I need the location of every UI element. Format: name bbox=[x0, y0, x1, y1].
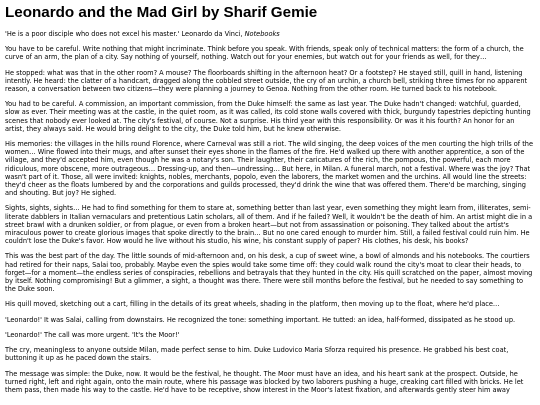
epigraph-quote: 'He is a poor disciple who does not excel his master.' Leonardo da Vinci, bbox=[5, 30, 245, 38]
document-title: Leonardo and the Mad Girl by Sharif Gemie bbox=[5, 4, 318, 21]
paragraph: He stopped: what was that in the other room? A mouse? The floorboards shifting in the afternoon heat? Or a footstep? He stayed still, quill in hand, listening intently. He heard: the clatter of a handcart, dragged along the cobbled street outside, the cry of an urchin, a church bell, striking three times for no apparent reason, a conversation between two citizens—they were planning a journey to Genoa. Nothing from the other room. He turned back to his notebook. bbox=[5, 68, 528, 94]
paragraph: His quill moved, sketching out a cart, filling in the details of its great wheels, shading in the platform, then moving up to the float, where he'd place… bbox=[5, 300, 500, 309]
paragraph: 'Leonardo!' The call was more urgent. 'It's the Moor!' bbox=[5, 330, 180, 339]
paragraph: You had to be careful. A commission, an important commission, from the Duke himself: the same as last year. The Duke hadn't changed: watchful, guarded, slow as ever. Their meeting was at the castle, in the quiet room, as it was called, its cold stone walls covered with thick, burgundy tapestries depicting hunting scenes that nobody ever looked at. The city's festival, of course. Not a surprise. His third year with this responsibility. Or was it his fourth? An honor for an artist, they always said. He would bring delight to the city, the Duke told him, but he knew otherwise. bbox=[5, 100, 531, 133]
epigraph-source: Notebooks bbox=[244, 30, 280, 38]
epigraph bbox=[5, 30, 535, 38]
paragraph: Sights, sights, sights… He had to find something for them to stare at, something better than last year, even something they might learn from, illiterates, semi-literate dabblers in Italian vernaculars and pretentious Latin scholars, all of them. And if he failed? Well, it wouldn't be the death of him. An artist might die in a street brawl with a drunken soldier, or from plague, or even from a broken heart—but not from assassination or poisoning. They talked about the artist's miraculous power to create glorious images that spoke directly to the brain… But no one cared enough to murder him. Still, a failed festival could ruin him. He couldn't lose the Duke's favor. How would he live without his studio, his wine, his constant supply of paper? His clothes, his desk, his books? bbox=[5, 204, 533, 246]
paragraph: The message was simple: the Duke, now. It would be the festival, he thought. The Moor must have an idea, and his heart sank at the prospect. Outside, he turned right, left and right again, onto the main route, where his passage was blocked by two laborers pushing a huge, creaking cart filled with bricks. He let them pass, then made his way to the castle. He'd have to be receptive, show interest in the Moor's latest fixation, and afterwards gently steer him away bbox=[5, 369, 524, 394]
paragraph: His memories: the villages in the hills round Florence, where Carneval was still a riot. The wild singing, the deep voices of the men courting the high trills of the women… Wine flowed into their mugs, and after sunset their eyes shone in the flames of the fire. He'd walked up there with another apprentice, a son of the village, and they'd accepted him, even though he was a notary's son. Their laughter, their caricatures of the rich, the pompous, the powerful, each more ridiculous, more obscene, more outrageous… Dressing-up, and then—undressing… But here, in Milan. A funeral march, not a festival. Where was the joy? That wasn't part of it. Those, all were invited: knights, nobles, merchants, popolo, even the laborers, the market women and the urchins. All would line the streets: they'd cheer as the floats lumbered by and the corporations and guilds processed, they'd drink the wine that was offered them. There'd be marching, singing and shouting. But joy? He sighed. bbox=[5, 140, 534, 198]
paragraph: 'Leonardo!' It was Salai, calling from downstairs. He recognized the tone: something important. He tutted: an idea, half-formed, dissipated as he stood up. bbox=[5, 315, 516, 324]
paragraph: This was the best part of the day. The little sounds of mid-afternoon and, on his desk, a cup of sweet wine, a bowl of almonds and his notebooks. The courtiers had retired for their naps, Salai too, probably. Maybe even the spies would take some time off: they could walk round the city's moat to clear their heads, to forget—for a moment—the endless series of conspiracies, rebellions and betrayals that they hunted in the city. His quill scratched on the paper, almost moving by itself. Nothing compromising! But a glimmer, a sight, a thought was there. There were still months before the festival, but he needed to say something to the Duke soon. bbox=[5, 252, 533, 294]
paragraph: The cry, meaningless to anyone outside Milan, made perfect sense to him. Duke Ludovico Maria Sforza required his presence. He grabbed his best coat, buttoning it up as he paced down the stairs. bbox=[5, 346, 509, 363]
paragraph: You have to be careful. Write nothing that might incriminate. Think before you speak. With friends, speak only of technical matters: the form of a church, the curve of an arm, the plan of a city. Say nothing of yourself, nothing. Watch out for your enemies, but watch out for your friends as well, for they… bbox=[5, 45, 524, 62]
